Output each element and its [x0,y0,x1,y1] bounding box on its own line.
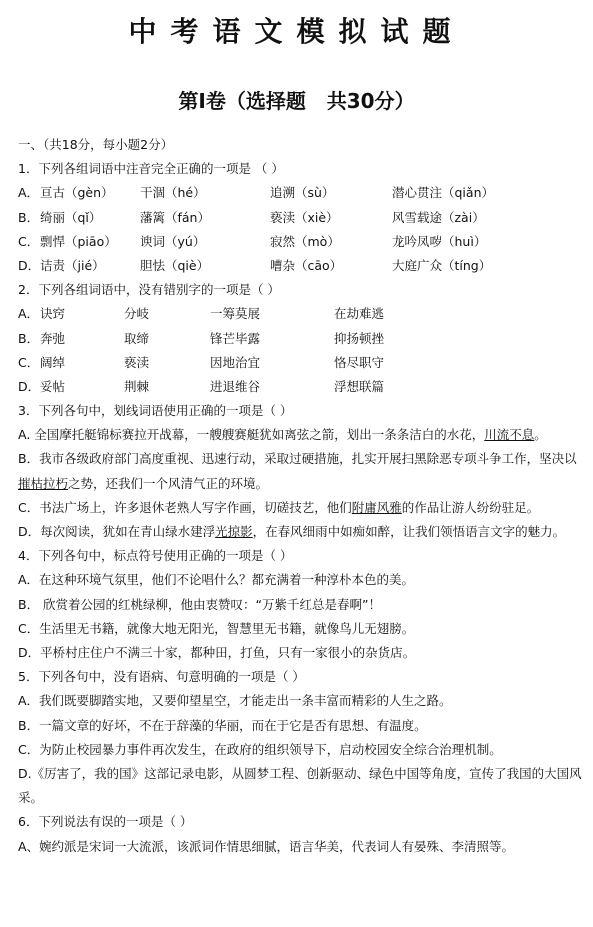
question-1-option-b [18,206,584,230]
page-title: 中考语文模拟试题 [128,15,465,48]
option-label: A． [18,185,40,201]
option-label: B． [18,330,40,346]
option-text: ，在春风细雨中如痴如醉，让我们领悟语言文字的魅力。 [252,524,566,540]
option-item: 荆棘 [124,378,150,394]
question-4-option-c: C．生活里无书籍，就像大地无阳光，智慧里无书籍，就像鸟儿无翅膀。 [18,620,415,636]
option-item: 诘责（jié） [40,257,105,273]
question-2-stem: 2．下列各组词语中，没有错别字的一项是（ ） [18,282,280,298]
question-4-option-d: D．平桥村庄住户不满三十家，都种田，打鱼，只有一家很小的杂货店。 [18,645,416,661]
question-5-option-d: D.《厉害了，我的国》这部记录电影，从圆梦工程、创新驱动、绿色中国等角度，宣传了我国的大国风采。 [18,765,582,806]
question-5-stem: 5．下列各句中，没有语病、句意明确的一项是（ ） [18,669,305,685]
question-3-option-d [18,520,584,544]
question-3-option-c [18,496,584,520]
option-item: 藩篱（fán） [140,209,210,225]
option-item: 进退维谷 [210,378,261,394]
option-label: D． [18,378,41,394]
option-item: 取缔 [124,330,150,346]
option-label: C． [18,354,40,370]
option-item: 胆怯（qiè） [140,257,210,273]
option-item: 大庭广众（tíng） [392,257,492,273]
option-label: C． [18,233,40,249]
option-item: 诀窍 [40,306,66,322]
question-6-option-a: A、婉约派是宋词一大流派，该派词作情思细腻，语言华美，代表词人有晏殊、李清照等。 [18,838,515,854]
option-item: 阔绰 [40,354,66,370]
option-item: 亵渎 [124,354,150,370]
question-3-option-b [18,447,584,495]
option-item: 剽悍（piāo） [40,233,117,249]
question-1-stem: 1．下列各组词语中注音完全正确的一项是 （ ） [18,161,284,177]
question-2-option-d [18,375,584,399]
option-item: 抑扬顿挫 [334,330,385,346]
option-item: 干涸（hé） [140,185,206,201]
option-item: 分岐 [124,306,150,322]
option-item: 谀词（yú） [140,233,206,249]
exam-content [18,133,584,859]
option-item: 潜心贯注（qiǎn） [392,185,494,201]
option-text: C．书法广场上，许多退休老熟人写字作画，切磋技艺，他们 [18,499,352,515]
question-4-option-a: A．在这种环境气氛里，他们不论唱什么？都充满着一种淳朴本色的美。 [18,572,415,588]
question-5-option-b: B．一篇文章的好坏，不在于辞藻的华丽，而在于它是否有思想、有温度。 [18,717,427,733]
option-text: 。 [534,427,547,443]
question-2-option-b [18,327,584,351]
question-3-stem: 3．下列各句中，划线词语使用正确的一项是（ ） [18,403,293,419]
option-item: 亵渎（xiè） [270,209,339,225]
option-text: D．每次阅读，犹如在青山绿水建浮 [18,524,216,540]
option-label: D． [18,257,41,273]
question-4-stem: 4．下列各句中，标点符号使用正确的一项是（ ） [18,548,293,564]
question-5-option-a: A．我们既要脚踏实地，又要仰望星空，才能走出一条丰富而精彩的人生之路。 [18,693,452,709]
option-text: 的作品让游人纷纷驻足。 [401,499,540,515]
question-2-option-c [18,351,584,375]
option-item: 龙吟凤哕（huì） [392,233,487,249]
option-item: 浮想联篇 [334,378,385,394]
question-1-option-a [18,181,584,205]
option-item: 嘈杂（cāo） [270,257,343,273]
option-item: 妥帖 [40,378,66,394]
question-6-stem: 6．下列说法有误的一项是（ ） [18,814,193,830]
option-item: 锋芒毕露 [210,330,261,346]
option-item: 亘古（gèn） [40,185,114,201]
question-1-option-c [18,230,584,254]
option-item: 恪尽职守 [334,354,385,370]
underlined-phrase: 附庸风雅 [351,499,402,515]
question-2-option-a [18,302,584,326]
question-5-option-c: C．为防止校园暴力事件再次发生，在政府的组织领导下，启动校园安全综合治理机制。 [18,741,502,757]
question-3-option-a [18,423,584,447]
section-heading: 一、（共18分，每小题2分） [18,137,174,152]
option-item: 追溯（sù） [270,185,335,201]
option-label: B． [18,209,40,225]
underlined-phrase: 川流不息 [484,427,535,443]
option-item: 在劫难逃 [334,306,385,322]
option-item: 一筹莫展 [210,306,261,322]
question-1-option-d [18,254,584,278]
option-item: 奔弛 [40,330,66,346]
question-4-option-b: B． 欣赏着公园的红桃绿柳，他由衷赞叹：“万紫千红总是春啊”！ [18,596,382,612]
volume-heading: 第Ⅰ卷（选择题 共30分） [178,89,415,113]
option-item: 寂然（mò） [270,233,340,249]
option-text: B．我市各级政府部门高度重视、迅速行动，采取过硬措施，扎实开展扫黑除恶专项斗争工作，坚决以 [18,451,577,467]
option-item: 因地治宜 [210,354,261,370]
option-item: 绮丽（qǐ） [40,209,102,225]
underlined-phrase: 摧枯拉朽 [18,475,69,491]
option-item: 风雪载途（zài） [392,209,485,225]
option-text: A. 全国摩托艇锦标赛拉开战幕，一艘艘赛艇犹如离弦之箭，划出一条条洁白的水花， [18,427,485,443]
option-label: A． [18,306,40,322]
underlined-phrase: 光掠影 [215,524,253,540]
option-text: 之势，还我们一个风清气正的环境。 [68,475,269,491]
